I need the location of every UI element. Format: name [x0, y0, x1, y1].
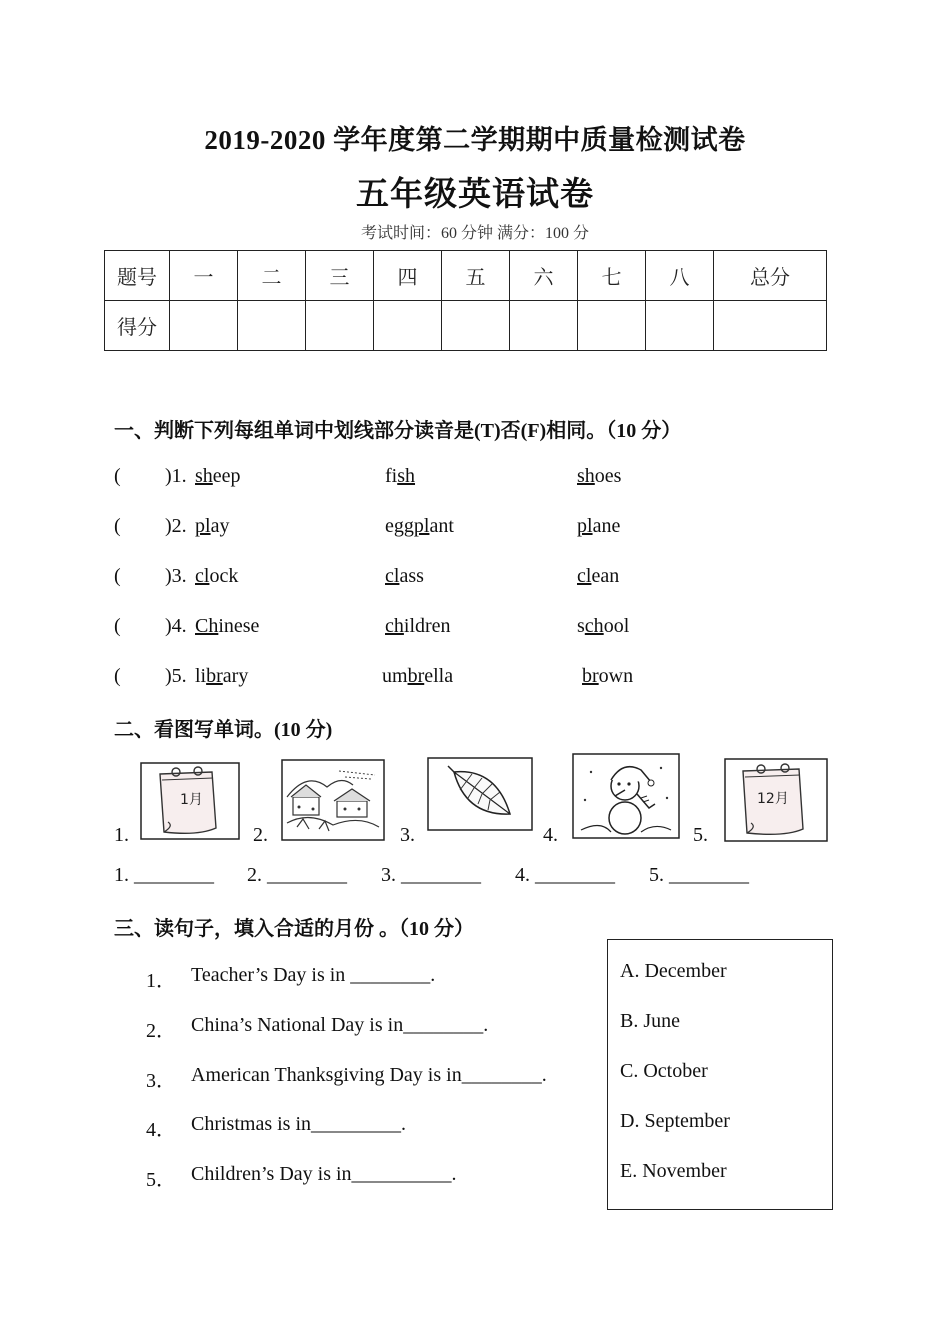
word-segment: ay: [210, 515, 230, 537]
word-segment: s: [577, 615, 585, 637]
underlined-segment: br: [407, 665, 425, 687]
question-number: )3.: [165, 565, 187, 587]
sentence-text[interactable]: Christmas is in_________.: [191, 1113, 407, 1135]
sentence-text[interactable]: American Thanksgiving Day is in________.: [191, 1064, 547, 1086]
option-item: D. September: [620, 1110, 730, 1132]
word: [385, 565, 424, 588]
word: [385, 465, 415, 488]
pic-label: 1.: [114, 824, 129, 846]
pic-label: 4.: [543, 824, 558, 846]
word: [385, 515, 454, 538]
word-segment: li: [195, 665, 207, 687]
word: [577, 465, 621, 488]
score-input-cell[interactable]: [714, 301, 827, 351]
answer-blank[interactable]: 1. ________: [114, 864, 214, 886]
word-segment: ass: [399, 565, 424, 587]
word-segment: um: [382, 665, 408, 687]
exam-info: 考试时间：60 分钟 满分：100 分: [360, 225, 589, 242]
word-segment: ella: [424, 665, 454, 687]
calendar-january-text: 1月: [180, 792, 203, 808]
pic-label: 5.: [693, 824, 708, 846]
score-header-cell: 五: [442, 251, 510, 301]
exam-subtitle: 五年级英语试卷: [356, 177, 594, 213]
answer-paren[interactable]: (: [114, 465, 121, 487]
underlined-segment: pl: [195, 515, 211, 537]
option-item: E. November: [620, 1160, 727, 1182]
underlined-segment: br: [582, 665, 599, 687]
score-row-label: 得分: [105, 301, 170, 351]
score-input-cell[interactable]: [306, 301, 374, 351]
answer-paren[interactable]: (: [114, 615, 121, 637]
word: [385, 615, 451, 638]
score-header-cell: 六: [510, 251, 578, 301]
underlined-segment: sh: [397, 465, 416, 487]
score-header-cell: 三: [306, 251, 374, 301]
score-header-cell: 四: [374, 251, 442, 301]
word: [195, 565, 238, 588]
winter-village-icon: [279, 757, 387, 843]
word: [577, 515, 620, 538]
answer-blank[interactable]: 4. ________: [515, 864, 615, 886]
score-input-cell[interactable]: [238, 301, 306, 351]
underlined-segment: Ch: [195, 615, 219, 637]
sentence-number: 2．: [146, 1020, 176, 1042]
word: [195, 665, 248, 688]
word-segment: egg: [385, 515, 414, 537]
question-number: )5.: [165, 665, 187, 687]
word-segment: ool: [603, 615, 630, 637]
sentence-number: 4．: [146, 1119, 176, 1141]
word-segment: oes: [594, 465, 622, 487]
section3-heading: 三、读句子，填入合适的月份 。（10 分）: [114, 918, 474, 940]
word: [195, 515, 229, 538]
score-header-cell: 七: [578, 251, 646, 301]
leaf-icon: [426, 756, 534, 832]
score-table: [104, 250, 827, 351]
calendar-january-icon: [138, 760, 242, 842]
question-number: )4.: [165, 615, 187, 637]
underlined-segment: ch: [584, 615, 604, 637]
score-input-cell[interactable]: [510, 301, 578, 351]
word-segment: inese: [218, 615, 260, 637]
score-header-cell: 八: [646, 251, 714, 301]
sentence-number: 3．: [146, 1070, 176, 1092]
word: [577, 615, 629, 638]
word: [582, 665, 633, 688]
answer-blank[interactable]: 3. ________: [381, 864, 481, 886]
underlined-segment: cl: [577, 565, 592, 587]
answer-paren[interactable]: (: [114, 565, 121, 587]
underlined-segment: ch: [385, 615, 404, 637]
pic-label: 3.: [400, 824, 415, 846]
score-table-header-row: [105, 251, 827, 301]
underlined-segment: sh: [577, 465, 595, 487]
sentence-text[interactable]: Teacher’s Day is in ________.: [191, 964, 436, 986]
sentence-number: 5．: [146, 1169, 176, 1191]
question-number: )2.: [165, 515, 187, 537]
sentence-text[interactable]: China’s National Day is in________.: [191, 1014, 489, 1036]
word: [195, 615, 259, 638]
word-segment: ary: [222, 665, 249, 687]
word: [382, 665, 453, 688]
answer-blank[interactable]: 2. ________: [247, 864, 347, 886]
score-header-cell: 二: [238, 251, 306, 301]
score-input-cell[interactable]: [442, 301, 510, 351]
score-input-cell[interactable]: [578, 301, 646, 351]
section1-heading: 一、判断下列每组单词中划线部分读音是(T)否(F)相同。（10 分）: [114, 420, 682, 442]
underlined-segment: cl: [385, 565, 400, 587]
word: [195, 465, 241, 488]
word-segment: fi: [385, 465, 398, 487]
underlined-segment: sh: [195, 465, 213, 487]
underlined-segment: pl: [413, 515, 430, 537]
question-number: )1.: [165, 465, 187, 487]
underlined-segment: br: [206, 665, 223, 687]
option-item: B. June: [620, 1010, 680, 1032]
exam-title: 2019-2020 学年度第二学期期中质量检测试卷: [204, 125, 746, 155]
section2-heading: 二、看图写单词。(10 分): [114, 719, 333, 741]
pic-label: 2.: [253, 824, 268, 846]
option-item: A. December: [620, 960, 727, 982]
score-table-score-row: [105, 301, 827, 351]
calendar-december-text: 12月: [757, 791, 789, 807]
answer-paren[interactable]: (: [114, 665, 121, 687]
word-segment: ildren: [403, 615, 451, 637]
score-input-cell[interactable]: [374, 301, 442, 351]
word-segment: eep: [212, 465, 241, 487]
answer-blank[interactable]: 5. ________: [649, 864, 749, 886]
underlined-segment: pl: [577, 515, 593, 537]
calendar-december-icon: [723, 757, 829, 843]
word-segment: ane: [592, 515, 621, 537]
answer-paren[interactable]: (: [114, 515, 121, 537]
score-header-cell: 总分: [714, 251, 827, 301]
score-input-cell[interactable]: [170, 301, 238, 351]
underlined-segment: cl: [195, 565, 210, 587]
word-segment: ean: [591, 565, 620, 587]
score-input-cell[interactable]: [646, 301, 714, 351]
sentence-number: 1．: [146, 970, 176, 992]
option-item: C. October: [620, 1060, 708, 1082]
score-header-cell: 题号: [105, 251, 170, 301]
word-segment: own: [598, 665, 634, 687]
snowman-icon: [571, 752, 681, 840]
word-segment: ock: [209, 565, 239, 587]
word: [577, 565, 619, 588]
options-box: [607, 939, 833, 1210]
sentence-text[interactable]: Children’s Day is in__________.: [191, 1163, 457, 1185]
score-header-cell: 一: [170, 251, 238, 301]
word-segment: ant: [429, 515, 454, 537]
